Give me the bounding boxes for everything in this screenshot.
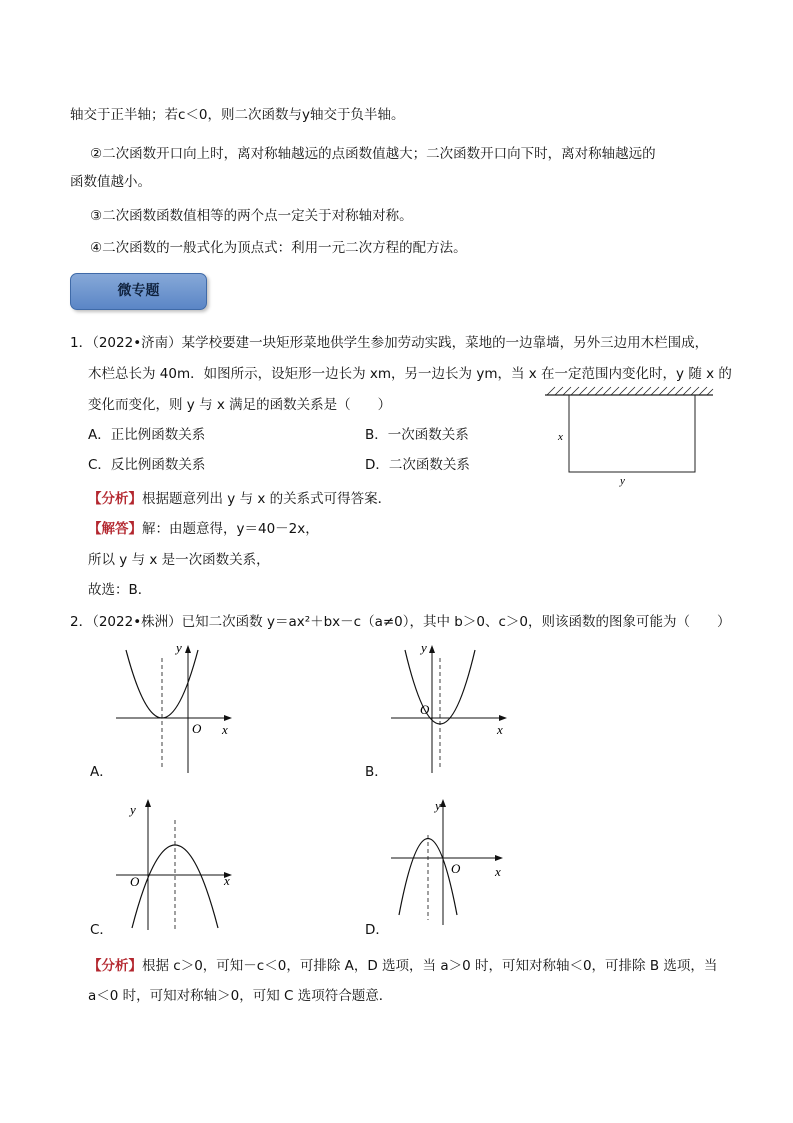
q2-graph-c-axis-x: x — [224, 873, 230, 888]
q2-option-a-label: A． — [90, 764, 113, 780]
q1-option-c: C．反比例函数关系 — [88, 457, 206, 473]
q1-figure-bottom-label: y — [620, 475, 625, 487]
section-badge: 微专题 — [70, 273, 207, 310]
q2-line-1: 2．（2022•株洲）已知二次函数 y＝ax²＋bx－c（a≠0），其中 b＞0、c＞0，则该函数的图象可能为（ ） — [70, 614, 731, 630]
q1-answer-3: 故选：B． — [88, 582, 152, 598]
intro-point-2a: ②二次函数开口向上时，离对称轴越远的点函数值越大；二次函数开口向下时，离对称轴越远的 — [90, 146, 656, 162]
q1-answer-2: 所以 y 与 x 是一次函数关系， — [88, 552, 270, 568]
q2-graph-b — [385, 638, 515, 778]
intro-line-1: 轴交于正半轴；若c＜0，则二次函数与y轴交于负半轴。 — [70, 107, 405, 123]
q1-analysis — [88, 489, 391, 509]
q1-option-a: A．正比例函数关系 — [88, 427, 206, 443]
q1-line-1: 1．（2022•济南）某学校要建一块矩形菜地供学生参加劳动实践，菜地的一边靠墙，另外三边用木栏围成， — [70, 335, 709, 351]
q2-option-d-label: D． — [365, 922, 389, 938]
q1-analysis-tag: 【分析】 — [88, 491, 142, 507]
q2-graph-a-origin: O — [192, 721, 202, 736]
q1-line-3: 变化而变化，则 y 与 x 满足的函数关系是（ ） — [88, 397, 392, 413]
q2-graph-b-axis-x: x — [497, 722, 503, 737]
q1-option-b: B．一次函数关系 — [365, 427, 469, 443]
q2-graph-d-origin: O — [451, 861, 461, 876]
q2-graph-a-axis-y: y — [176, 640, 182, 655]
intro-point-2b: 函数值越小。 — [70, 174, 151, 190]
q2-graph-c-axis-y: y — [130, 802, 136, 817]
q2-graph-d — [385, 790, 515, 930]
q2-analysis — [88, 956, 717, 976]
q1-option-d: D．二次函数关系 — [365, 457, 470, 473]
q1-answer — [88, 519, 319, 539]
q2-analysis-2: a＜0 时，可知对称轴＞0，可知 C 选项符合题意． — [88, 988, 393, 1004]
q2-graph-b-origin: O — [420, 702, 430, 717]
q2-analysis-tag: 【分析】 — [88, 958, 142, 974]
q1-answer-tag: 【解答】 — [88, 521, 142, 537]
q2-analysis-text-1: 根据 c＞0，可知－c＜0，可排除 A，D 选项，当 a＞0 时，可知对称轴＜0，可排除 B 选项，当 — [142, 958, 718, 974]
q2-graph-c-origin: O — [130, 874, 140, 889]
q1-rectangle-figure — [545, 385, 715, 490]
q1-answer-text: 解：由题意得，y＝40－2x， — [142, 521, 319, 537]
q2-graph-a — [110, 638, 240, 778]
q2-graph-d-axis-x: x — [495, 864, 501, 879]
intro-point-3: ③二次函数函数值相等的两个点一定关于对称轴对称。 — [90, 208, 413, 224]
q2-graph-a-axis-x: x — [222, 722, 228, 737]
q1-analysis-text: 根据题意列出 y 与 x 的关系式可得答案． — [142, 491, 392, 507]
q1-line-2: 木栏总长为 40m．如图所示，设矩形一边长为 xm，另一边长为 ym，当 x 在一定范围内变化时，y 随 x 的 — [88, 366, 732, 382]
q2-option-b-label: B． — [365, 764, 388, 780]
q2-graph-b-axis-y: y — [421, 640, 427, 655]
intro-point-4: ④二次函数的一般式化为顶点式：利用一元二次方程的配方法。 — [90, 240, 467, 256]
q2-option-c-label: C． — [90, 922, 113, 938]
q2-graph-c — [110, 790, 240, 930]
q2-graph-d-axis-y: y — [435, 798, 441, 813]
q1-figure-side-label: x — [558, 431, 563, 443]
